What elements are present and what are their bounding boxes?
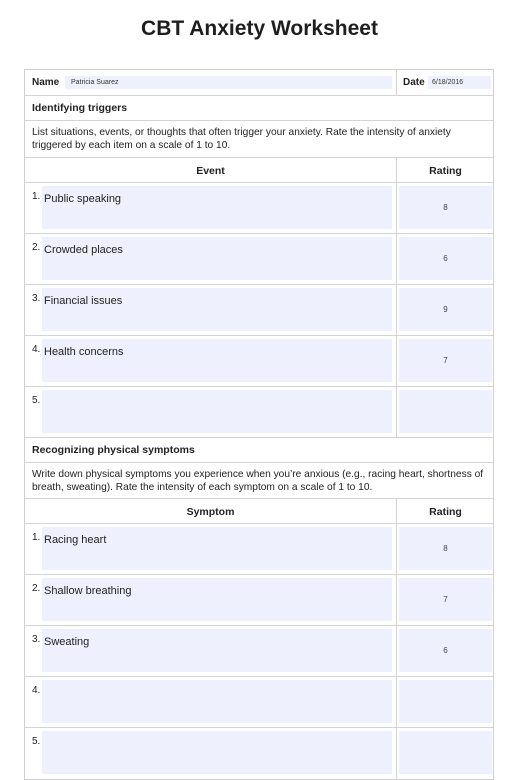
- trigger-row: [25, 387, 493, 438]
- rating-field[interactable]: 7: [399, 578, 492, 621]
- event-field[interactable]: Financial issues: [42, 288, 392, 331]
- column-divider: [396, 336, 397, 386]
- column-divider: [396, 575, 397, 625]
- name-date-row: [25, 70, 493, 96]
- triggers-table-header: [25, 158, 493, 183]
- symptom-field[interactable]: [42, 731, 392, 774]
- trigger-row: [25, 285, 493, 336]
- rating-column-header: Rating: [429, 165, 462, 177]
- name-field[interactable]: Patricia Suarez: [65, 76, 392, 89]
- name-label: Name: [32, 77, 60, 88]
- symptoms-instructions: Write down physical symptoms you experience when you’re anxious (e.g., racing heart, shortness of breath, sweating). Rate the intensity of each symptom on a scale of 1 to 10.: [25, 463, 493, 499]
- rating-field[interactable]: 8: [399, 186, 492, 229]
- column-divider: [396, 70, 397, 95]
- symptom-row: [25, 728, 493, 779]
- symptoms-table-header: [25, 499, 493, 524]
- event-column-header: Event: [196, 165, 225, 177]
- column-divider: [396, 524, 397, 574]
- rating-field[interactable]: 8: [399, 527, 492, 570]
- rating-field[interactable]: [399, 390, 492, 433]
- symptom-field[interactable]: Racing heart: [42, 527, 392, 570]
- event-field[interactable]: Public speaking: [42, 186, 392, 229]
- row-number: 5.: [32, 736, 41, 747]
- symptom-field[interactable]: Shallow breathing: [42, 578, 392, 621]
- symptom-row: [25, 575, 493, 626]
- symptom-row: [25, 524, 493, 575]
- column-divider: [396, 234, 397, 284]
- symptoms-heading: Recognizing physical symptoms: [25, 438, 493, 463]
- rating-field[interactable]: [399, 680, 492, 723]
- row-number: 1.: [32, 532, 41, 543]
- date-label: Date: [403, 77, 425, 88]
- row-number: 4.: [32, 344, 41, 355]
- event-field[interactable]: Crowded places: [42, 237, 392, 280]
- rating-field[interactable]: 7: [399, 339, 492, 382]
- row-number: 5.: [32, 395, 41, 406]
- trigger-row: [25, 183, 493, 234]
- symptom-column-header: Symptom: [186, 506, 235, 518]
- column-divider: [396, 183, 397, 233]
- rating-field[interactable]: 9: [399, 288, 492, 331]
- row-number: 2.: [32, 242, 41, 253]
- column-divider: [396, 677, 397, 727]
- page-title: CBT Anxiety Worksheet: [141, 17, 378, 40]
- rating-column-header: Rating: [429, 506, 462, 518]
- column-divider: [396, 285, 397, 335]
- event-field[interactable]: [42, 390, 392, 433]
- date-field[interactable]: 6/18/2016: [428, 76, 491, 89]
- column-divider: [396, 626, 397, 676]
- row-number: 2.: [32, 583, 41, 594]
- symptom-field[interactable]: Sweating: [42, 629, 392, 672]
- column-divider: [396, 387, 397, 437]
- symptom-field[interactable]: [42, 680, 392, 723]
- triggers-heading: Identifying triggers: [25, 96, 493, 121]
- column-divider: [396, 728, 397, 779]
- triggers-instructions: List situations, events, or thoughts that often trigger your anxiety. Rate the intensity of anxiety triggered by each item on a scale of 1 to 10.: [25, 121, 493, 158]
- rating-field[interactable]: [399, 731, 492, 774]
- row-number: 3.: [32, 293, 41, 304]
- rating-field[interactable]: 6: [399, 237, 492, 280]
- row-number: 3.: [32, 634, 41, 645]
- trigger-row: [25, 234, 493, 285]
- row-number: 4.: [32, 685, 41, 696]
- symptom-row: [25, 677, 493, 728]
- trigger-row: [25, 336, 493, 387]
- event-field[interactable]: Health concerns: [42, 339, 392, 382]
- rating-field[interactable]: 6: [399, 629, 492, 672]
- worksheet: [24, 69, 494, 780]
- row-number: 1.: [32, 191, 41, 202]
- symptom-row: [25, 626, 493, 677]
